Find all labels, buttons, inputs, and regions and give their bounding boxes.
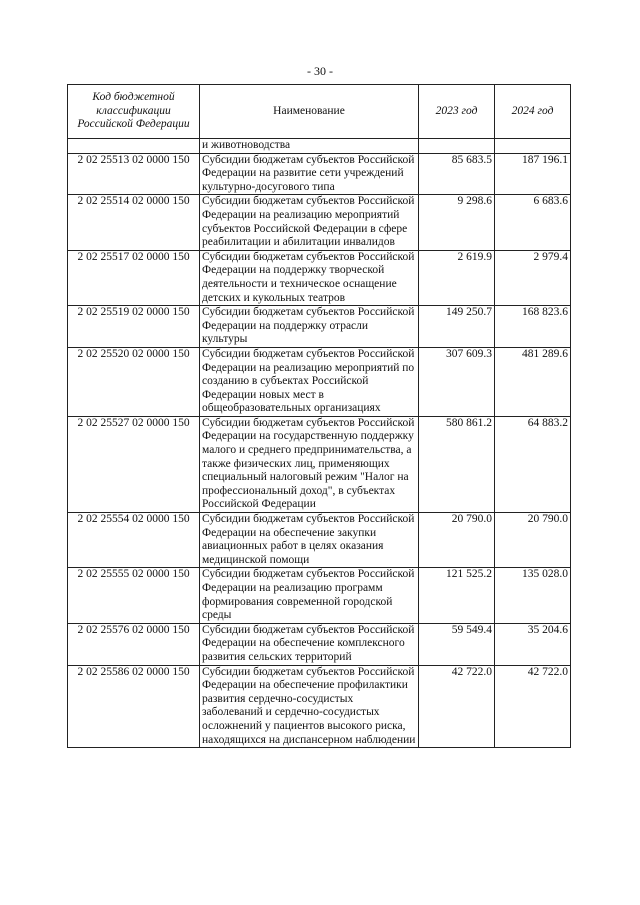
table-row (68, 195, 571, 250)
value-2024-cell: 168 823.6 (495, 306, 571, 348)
table-body (68, 139, 571, 748)
item-name-cell: Субсидии бюджетам субъектов Российской Федерации на реализацию мероприятий субъектов Российской Федерации в сфере реабилитации и абилитации инвалидов (200, 195, 419, 250)
item-name-cell: Субсидии бюджетам субъектов Российской Федерации на обеспечение профилактики развития сердечно-сосудистых заболеваний и сердечно-сосудистых осложнений у пациентов высокого риска, находящихся на диспансерном наблюдении (200, 665, 419, 748)
header-year-2024: 2024 год (495, 85, 571, 139)
continuation-2023-cell (419, 139, 495, 154)
budget-code-cell: 2 02 25586 02 0000 150 (68, 665, 200, 748)
value-2023-cell: 121 525.2 (419, 568, 495, 623)
value-2024-cell: 35 204.6 (495, 623, 571, 665)
table-row (68, 250, 571, 305)
continuation-name: и животноводства (200, 139, 419, 154)
budget-code-cell: 2 02 25527 02 0000 150 (68, 416, 200, 512)
budget-code-cell: 2 02 25514 02 0000 150 (68, 195, 200, 250)
value-2024-cell: 64 883.2 (495, 416, 571, 512)
value-2024-cell: 2 979.4 (495, 250, 571, 305)
header-code: Код бюджетной классификации Российской Федерации (68, 85, 200, 139)
table-row (68, 306, 571, 348)
value-2023-cell: 580 861.2 (419, 416, 495, 512)
budget-code-cell: 2 02 25520 02 0000 150 (68, 347, 200, 416)
item-name-cell: Субсидии бюджетам субъектов Российской Федерации на обеспечение закупки авиационных работ в целях оказания медицинской помощи (200, 513, 419, 568)
budget-code-cell: 2 02 25555 02 0000 150 (68, 568, 200, 623)
value-2024-cell: 42 722.0 (495, 665, 571, 748)
budget-code-cell: 2 02 25519 02 0000 150 (68, 306, 200, 348)
value-2023-cell: 2 619.9 (419, 250, 495, 305)
table-row (68, 665, 571, 748)
item-name-cell: Субсидии бюджетам субъектов Российской Федерации на развитие сети учреждений культурно-досугового типа (200, 153, 419, 195)
item-name-cell: Субсидии бюджетам субъектов Российской Федерации на поддержку творческой деятельности и техническое оснащение детских и кукольных театров (200, 250, 419, 305)
table-row (68, 416, 571, 512)
table-row (68, 513, 571, 568)
item-name-cell: Субсидии бюджетам субъектов Российской Федерации на поддержку отрасли культуры (200, 306, 419, 348)
header-row (68, 85, 571, 139)
table-row (68, 347, 571, 416)
table-row (68, 568, 571, 623)
table-header (68, 85, 571, 139)
item-name-cell: Субсидии бюджетам субъектов Российской Федерации на государственную поддержку малого и среднего предпринимательства, а также физических лиц, применяющих специальный налоговый режим "Налог на профессиональный доход", в субъектах Российской Федерации (200, 416, 419, 512)
item-name-cell: Субсидии бюджетам субъектов Российской Федерации на реализацию мероприятий по созданию в субъектах Российской Федерации новых мест в общеобразовательных организациях (200, 347, 419, 416)
value-2024-cell: 481 289.6 (495, 347, 571, 416)
header-year-2023: 2023 год (419, 85, 495, 139)
value-2024-cell: 187 196.1 (495, 153, 571, 195)
page-number: - 30 - (307, 64, 333, 78)
value-2023-cell: 307 609.3 (419, 347, 495, 416)
value-2024-cell: 6 683.6 (495, 195, 571, 250)
continuation-2024-cell (495, 139, 571, 154)
value-2023-cell: 20 790.0 (419, 513, 495, 568)
budget-code-cell: 2 02 25517 02 0000 150 (68, 250, 200, 305)
item-name-cell: Субсидии бюджетам субъектов Российской Федерации на обеспечение комплексного развития сельских территорий (200, 623, 419, 665)
value-2023-cell: 9 298.6 (419, 195, 495, 250)
continuation-row (68, 139, 571, 154)
value-2023-cell: 59 549.4 (419, 623, 495, 665)
item-name-cell: Субсидии бюджетам субъектов Российской Федерации на реализацию программ формирования современной городской среды (200, 568, 419, 623)
budget-table (67, 84, 571, 748)
budget-code-cell: 2 02 25576 02 0000 150 (68, 623, 200, 665)
table-row (68, 153, 571, 195)
value-2024-cell: 135 028.0 (495, 568, 571, 623)
budget-code-cell: 2 02 25513 02 0000 150 (68, 153, 200, 195)
value-2023-cell: 42 722.0 (419, 665, 495, 748)
budget-code-cell: 2 02 25554 02 0000 150 (68, 513, 200, 568)
header-name: Наименование (200, 85, 419, 139)
continuation-code-cell (68, 139, 200, 154)
value-2024-cell: 20 790.0 (495, 513, 571, 568)
value-2023-cell: 85 683.5 (419, 153, 495, 195)
value-2023-cell: 149 250.7 (419, 306, 495, 348)
table-row (68, 623, 571, 665)
